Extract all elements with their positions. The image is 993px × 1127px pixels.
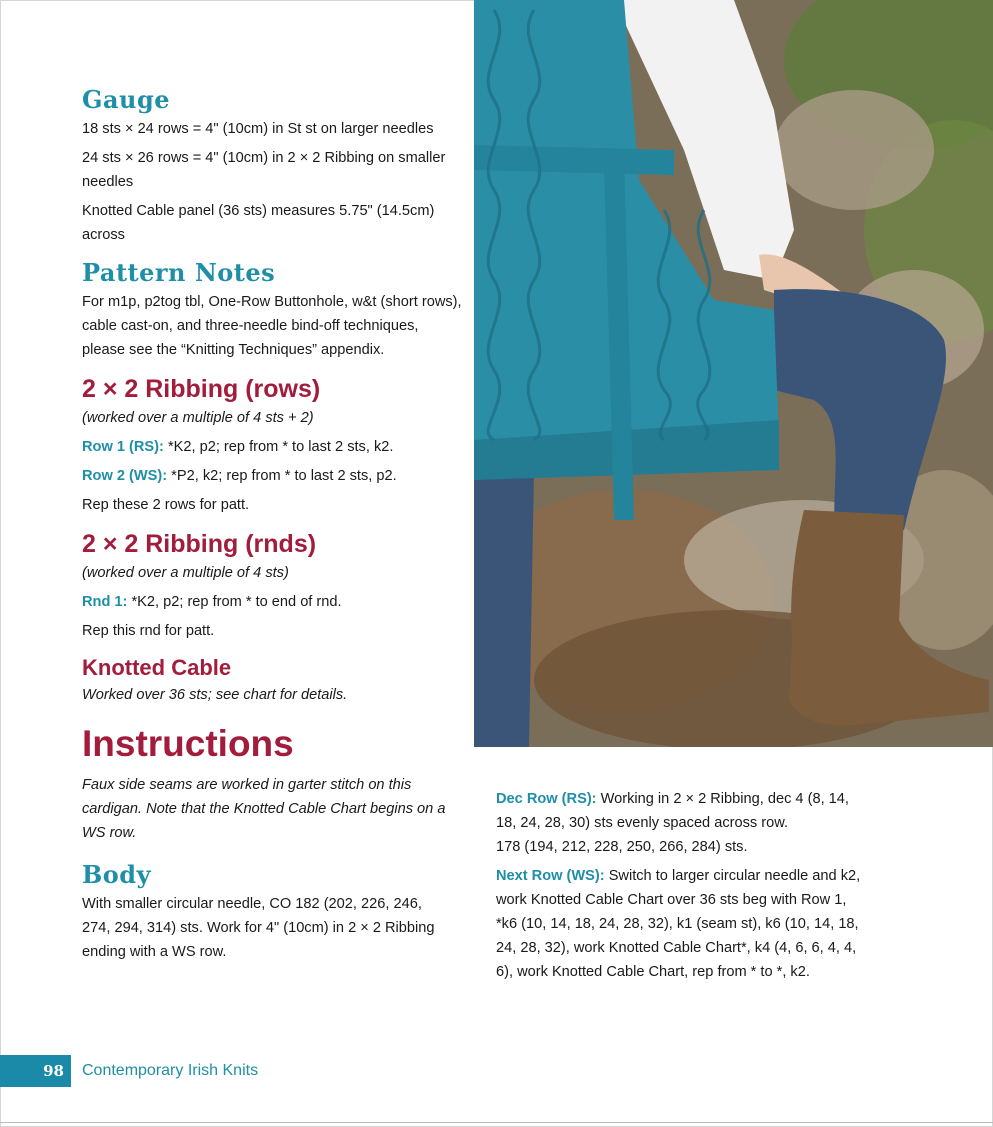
ribbing-rnds-heading: 2 × 2 Ribbing (rnds)	[82, 530, 317, 558]
next-row-label: Next Row (WS):	[496, 868, 605, 884]
gauge-line: 24 sts × 26 rows = 4" (10cm) in 2 × 2 Ribbing on smaller needles	[82, 150, 446, 190]
dec-row-text: Working in 2 × 2 Ribbing, dec 4 (8, 14, 18, 24, 28, 30) sts evenly spaced across row.	[496, 791, 849, 831]
row-2-label: Row 2 (WS):	[82, 468, 168, 484]
ribbing-rnds-repeat: Rep this rnd for patt.	[82, 623, 215, 639]
next-row	[496, 864, 871, 984]
ribbing-rows-note: (worked over a multiple of 4 sts + 2)	[82, 410, 314, 426]
gauge-line: Knotted Cable panel (36 sts) measures 5.75" (14.5cm) across	[82, 203, 435, 243]
next-row-text: Switch to larger circular needle and k2, work Knotted Cable Chart over 36 sts beg with Row 1, *k6 (10, 14, 18, 24, 28, 32), k1 (seam st), k6 (10, 14, 18, 24, 28, 32), work Knotted Cable Chart*, k4 (4, 6, 6, 4, 4, 6), work Knotted Cable Chart, rep from * to *, k2.	[496, 868, 861, 980]
knotted-cable-note: Worked over 36 sts; see chart for details.	[82, 687, 348, 703]
ribbing-rows-heading: 2 × 2 Ribbing (rows)	[82, 375, 321, 403]
pattern-notes-heading: Pattern Notes	[82, 258, 276, 287]
gauge-line: 18 sts × 24 rows = 4" (10cm) in St st on larger needles	[82, 121, 434, 137]
knotted-cable-heading: Knotted Cable	[82, 655, 232, 680]
ribbing-row-2	[82, 464, 462, 488]
ribbing-row-1	[82, 435, 462, 459]
row-2-text: *P2, k2; rep from * to last 2 sts, p2.	[167, 468, 397, 484]
model-photo	[474, 0, 993, 747]
body-heading: Body	[82, 860, 152, 889]
book-title: Contemporary Irish Knits	[82, 1062, 259, 1079]
photo-illustration	[474, 0, 993, 747]
dec-row	[496, 787, 871, 835]
pattern-notes-text: For m1p, p2tog tbl, One-Row Buttonhole, w&t (short rows), cable cast-on, and three-needle bind-off techniques, please see the “Knitting Techniques” appendix.	[82, 294, 462, 358]
body-text: With smaller circular needle, CO 182 (202, 226, 246, 274, 294, 314) sts. Work for 4" (10cm) in 2 × 2 Ribbing ending with a WS row.	[82, 896, 435, 960]
gauge-heading: Gauge	[82, 85, 171, 114]
bottom-rule	[0, 1122, 993, 1123]
ribbing-rows-repeat: Rep these 2 rows for patt.	[82, 497, 250, 513]
row-1-label: Row 1 (RS):	[82, 439, 164, 455]
row-1-text: *K2, p2; rep from * to last 2 sts, k2.	[163, 439, 394, 455]
ribbing-rnd-1	[82, 590, 462, 614]
dec-row-count: 178 (194, 212, 228, 250, 266, 284) sts.	[496, 839, 748, 855]
left-column	[82, 86, 462, 964]
instructions-heading: Instructions	[82, 723, 294, 764]
instructions-intro: Faux side seams are worked in garter stitch on this cardigan. Note that the Knotted Cable Chart begins on a WS row.	[82, 777, 446, 841]
page-number: 98	[43, 1062, 64, 1080]
rnd-1-text: *K2, p2; rep from * to end of rnd.	[127, 594, 342, 610]
dec-row-label: Dec Row (RS):	[496, 791, 597, 807]
ribbing-rnds-note: (worked over a multiple of 4 sts)	[82, 565, 289, 581]
rnd-1-label: Rnd 1:	[82, 594, 128, 610]
right-column	[496, 787, 871, 984]
